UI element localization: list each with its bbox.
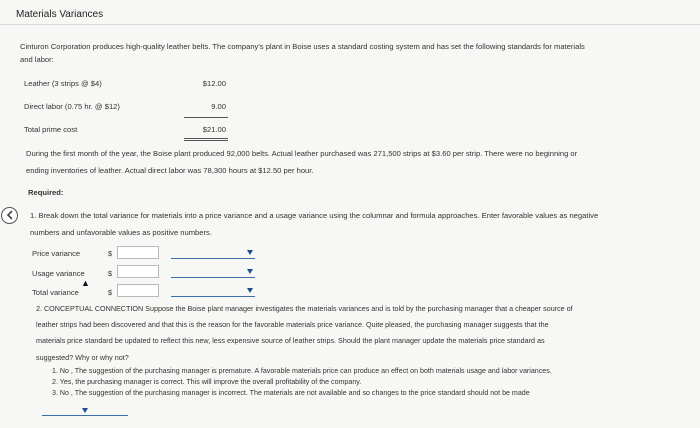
chevron-down-icon — [82, 408, 88, 413]
standard-labor-label: Direct labor (0.75 hr. @ $12) — [24, 102, 120, 111]
chevron-down-icon — [247, 250, 253, 255]
required-heading: Required: — [28, 188, 64, 197]
chevron-left-icon — [6, 207, 14, 225]
total-variance-dollar: $ — [108, 288, 112, 297]
chevron-down-icon — [247, 269, 253, 274]
usage-variance-fu-dropdown[interactable] — [171, 265, 255, 278]
mouse-cursor-icon: ▲ — [81, 278, 90, 288]
q2-option-1: 1. No , The suggestion of the purchasing manager is premature. A favorable materials price can produce an effect on both materials usage and labor variances. — [52, 367, 552, 375]
q2-option-2: 2. Yes, the purchasing manager is correct. This will improve the overall profitability of the company. — [52, 378, 362, 386]
total-double-rule-bottom — [184, 140, 228, 141]
price-variance-label: Price variance — [32, 249, 81, 258]
price-variance-dollar: $ — [108, 249, 112, 258]
q2-text-line4: suggested? Why or why not? — [36, 353, 129, 362]
scenario-text-line1: During the first month of the year, the Boise plant produced 92,000 belts. Actual leather purchased was 271,500 strips at $3.60 per strip. There were no beginning or — [26, 149, 578, 158]
page-title: Materials Variances — [16, 9, 104, 20]
q1-text-line1: 1. Break down the total variance for materials into a price variance and a usage variance using the columnar and formula approaches. Enter favorable values as negative — [30, 211, 599, 220]
standard-total-amount: $21.00 — [202, 125, 226, 134]
usage-variance-dollar: $ — [108, 269, 112, 278]
price-variance-fu-dropdown[interactable] — [171, 246, 255, 259]
usage-variance-label: Usage variance — [32, 269, 85, 278]
standard-labor-amount: 9.00 — [211, 102, 226, 111]
total-variance-label: Total variance — [32, 288, 79, 297]
title-divider — [0, 24, 700, 25]
q2-text-line1: 2. CONCEPTUAL CONNECTION Suppose the Boise plant manager investigates the materials variances and is told by the purchasing manager that a cheaper source of — [36, 304, 573, 313]
q2-text-line3: materials price standard be updated to reflect this new, less expensive source of leather strips. Should the plant manager update the materials price standard as — [36, 336, 545, 345]
standard-leather-amount: $12.00 — [202, 79, 226, 88]
total-double-rule-top — [184, 138, 228, 139]
subtotal-rule — [184, 117, 228, 118]
intro-text-line2: and labor: — [20, 55, 54, 64]
previous-button[interactable] — [1, 207, 18, 224]
total-variance-fu-dropdown[interactable] — [171, 284, 255, 297]
standard-total-label: Total prime cost — [24, 125, 78, 134]
total-variance-input[interactable] — [117, 284, 159, 297]
usage-variance-input[interactable] — [117, 265, 159, 278]
intro-text-line1: Cinturon Corporation produces high-quality leather belts. The company's plant in Boise uses a standard costing system and has set the following standards for materials — [20, 42, 585, 51]
chevron-down-icon — [247, 288, 253, 293]
price-variance-input[interactable] — [117, 246, 159, 259]
q2-answer-dropdown[interactable] — [42, 404, 128, 416]
q2-option-3: 3. No , The suggestion of the purchasing manager is incorrect. The materials are not available and so changes to the price standard should not be made — [52, 389, 530, 397]
scenario-text-line2: ending inventories of leather. Actual direct labor was 78,300 hours at $12.50 per hour. — [26, 166, 314, 175]
standard-leather-label: Leather (3 strips @ $4) — [24, 79, 102, 88]
q1-text-line2: numbers and unfavorable values as positive numbers. — [30, 228, 212, 237]
q2-text-line2: leather strips had been discovered and that this is the reason for the favorable materials price variance. Quite pleased, the purchasing manager suggests that the — [36, 320, 549, 329]
